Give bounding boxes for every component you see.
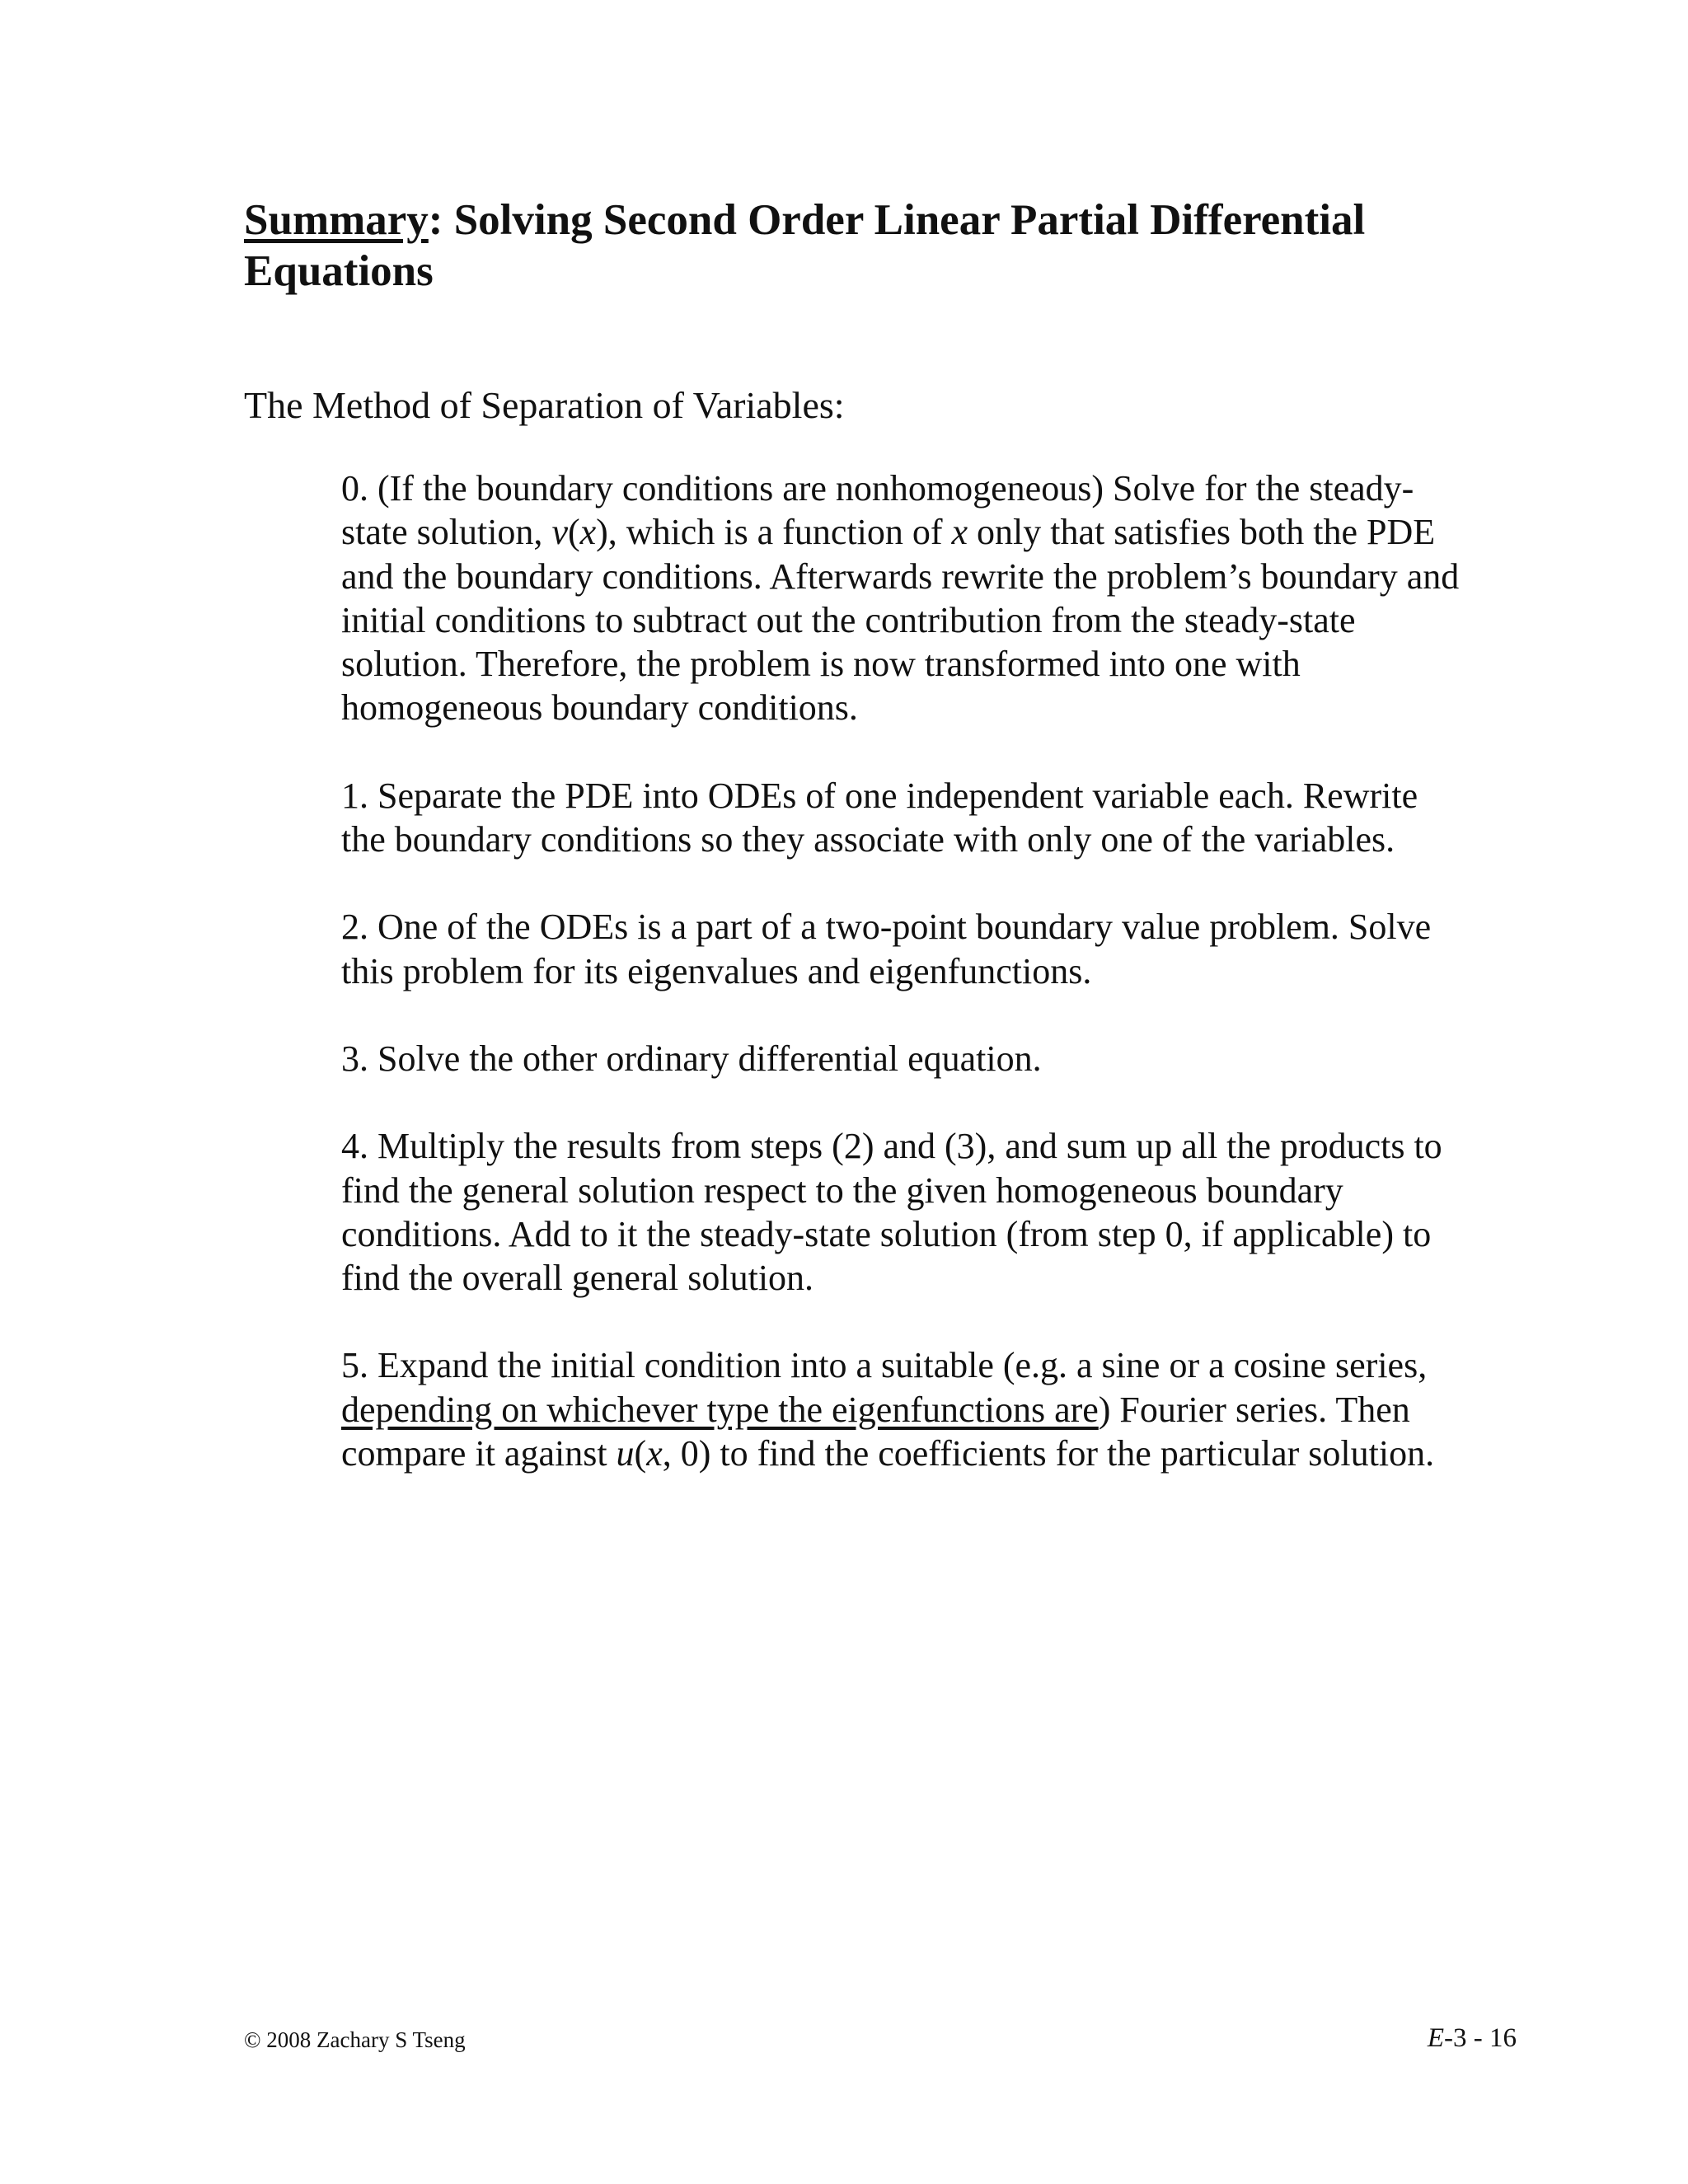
- footer-page-number: [1428, 2022, 1517, 2055]
- step-0-text-3: ), which is a function of: [596, 512, 952, 553]
- step-5-text-4: , 0) to find the coefficients for the particular solution.: [662, 1433, 1435, 1474]
- page-number-prefix: E: [1427, 2023, 1445, 2053]
- title-separator: :: [428, 196, 454, 244]
- page-number-suffix: -3 - 16: [1444, 2023, 1517, 2053]
- steps-list: [341, 466, 1462, 1519]
- step-4: 4. Multiply the results from steps (2) and (3), and sum up all the products to find the general solution respect to the given homogeneous boundary conditions. Add to it the steady-state solution (from step 0, if applicable) to find the overall general solution.: [341, 1126, 1442, 1299]
- step-0-text-4: only that satisfies both the PDE and the boundary conditions. Afterwards rewrite the problem’s boundary and initial conditions to subtract out the contribution from the steady-state solution. Therefore, the problem is now transformed into one with homogeneous boundary conditions.: [341, 512, 1460, 729]
- step-0-math-x: x: [579, 512, 597, 553]
- title-label: Summary: [244, 196, 429, 244]
- step-0-math-x2: x: [951, 512, 968, 553]
- step-0-text-1: 0. (If the boundary conditions are nonhomogeneous) Solve for the steady-state solution,: [341, 468, 1414, 553]
- step-5-text-1: 5. Expand the initial condition into a suitable (e.g. a sine or a cosine series,: [341, 1345, 1428, 1386]
- step-0-math-v: v: [551, 512, 568, 553]
- step-1: 1. Separate the PDE into ODEs of one independent variable each. Rewrite the boundary conditions so they associate with only one of the variables.: [341, 775, 1418, 860]
- section-heading: The Method of Separation of Variables:: [244, 384, 845, 426]
- step-5-text-3: (: [634, 1433, 647, 1474]
- step-2: 2. One of the ODEs is a part of a two-point boundary value problem. Solve this problem for its eigenvalues and eigenfunctions.: [341, 907, 1432, 991]
- step-0-text-2: (: [567, 512, 580, 553]
- step-0: [341, 466, 1462, 730]
- step-3: 3. Solve the other ordinary differential equation.: [341, 1038, 1042, 1079]
- step-5-underlined: depending on whichever type the eigenfunctions are: [341, 1389, 1099, 1430]
- page-title: [244, 194, 1530, 297]
- step-5-math-u: u: [616, 1433, 635, 1474]
- footer-copyright: © 2008 Zachary S Tseng: [244, 2027, 466, 2052]
- step-5-math-x: x: [646, 1433, 663, 1474]
- title-text: Solving Second Order Linear Partial Differential Equations: [244, 196, 1366, 295]
- step-5-text-2: ) Fourier series. Then compare it against: [341, 1389, 1410, 1474]
- step-5: [341, 1343, 1462, 1475]
